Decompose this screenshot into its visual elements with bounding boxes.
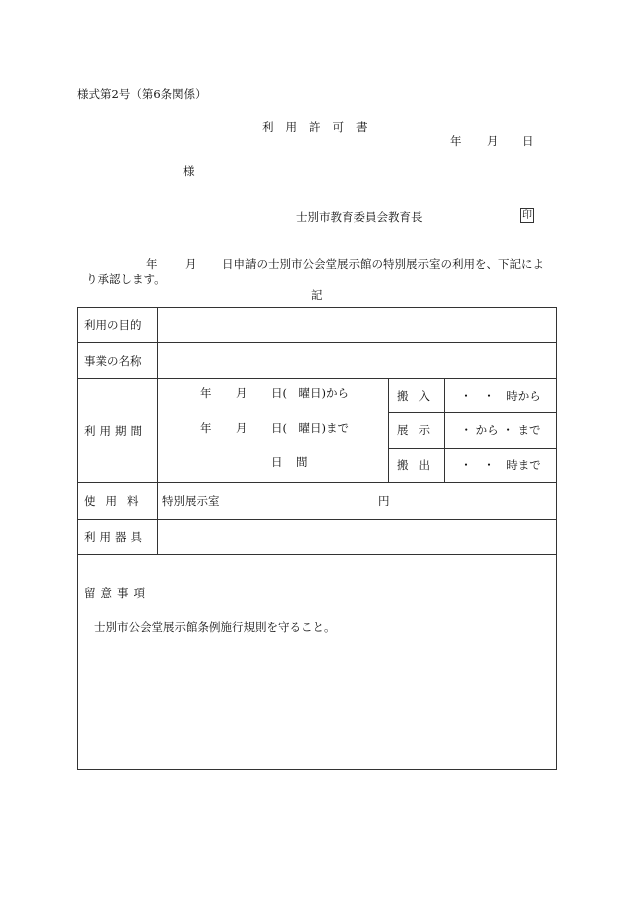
approval-sentence-line1: 日申請の士別市公会堂展示館の特別展示室の利用を、下記によ xyxy=(222,257,544,271)
notes-label: 留意事項 xyxy=(84,586,150,600)
approval-month: 月 xyxy=(185,257,197,271)
approval-year: 年 xyxy=(146,257,158,271)
end-year: 年 xyxy=(200,421,212,435)
end-rest: 日( 曜日)まで xyxy=(271,421,349,435)
period-dates-cell[interactable] xyxy=(158,379,389,483)
permit-table xyxy=(77,307,557,770)
equipment-field[interactable] xyxy=(158,520,557,555)
days-label: 日 xyxy=(271,455,283,469)
addressee-suffix: 様 xyxy=(183,164,195,178)
document-title: 利用許可書 xyxy=(262,120,380,134)
fee-room: 特別展示室 xyxy=(162,494,220,508)
seal-mark: 印 xyxy=(522,210,532,221)
purpose-label: 利用の目的 xyxy=(78,308,158,343)
display-label: 展示 xyxy=(389,413,445,448)
approval-sentence-line2: り承認します。 xyxy=(86,272,166,286)
start-rest: 日( 曜日)から xyxy=(271,386,349,400)
fee-label: 使用料 xyxy=(78,483,158,520)
period-label: 利用期間 xyxy=(78,379,158,483)
date-month: 月 xyxy=(487,134,499,148)
start-year: 年 xyxy=(200,386,212,400)
end-month: 月 xyxy=(236,421,248,435)
move-out-value[interactable]: ・ ・ 時まで xyxy=(445,448,557,482)
move-in-value[interactable]: ・ ・ 時から xyxy=(445,379,557,413)
fee-unit: 円 xyxy=(378,494,390,508)
display-value[interactable]: ・ から ・ まで xyxy=(445,413,557,448)
fee-field[interactable] xyxy=(158,483,557,520)
date-day: 日 xyxy=(522,134,534,148)
move-out-label: 搬出 xyxy=(389,448,445,482)
equipment-label: 利用器具 xyxy=(78,520,158,555)
issuer-name: 士別市教育委員会教育長 xyxy=(296,210,423,224)
event-name-field[interactable] xyxy=(158,343,557,379)
form-number: 様式第2号（第6条関係） xyxy=(77,87,207,101)
event-name-label: 事業の名称 xyxy=(78,343,158,379)
start-month: 月 xyxy=(236,386,248,400)
notes-text: 士別市公会堂展示館条例施行規則を守ること。 xyxy=(94,620,336,634)
ki-heading: 記 xyxy=(311,288,323,302)
notes-cell xyxy=(78,555,557,770)
days-unit: 間 xyxy=(296,455,308,469)
move-in-label: 搬入 xyxy=(389,379,445,413)
date-year: 年 xyxy=(450,134,462,148)
purpose-field[interactable] xyxy=(158,308,557,343)
